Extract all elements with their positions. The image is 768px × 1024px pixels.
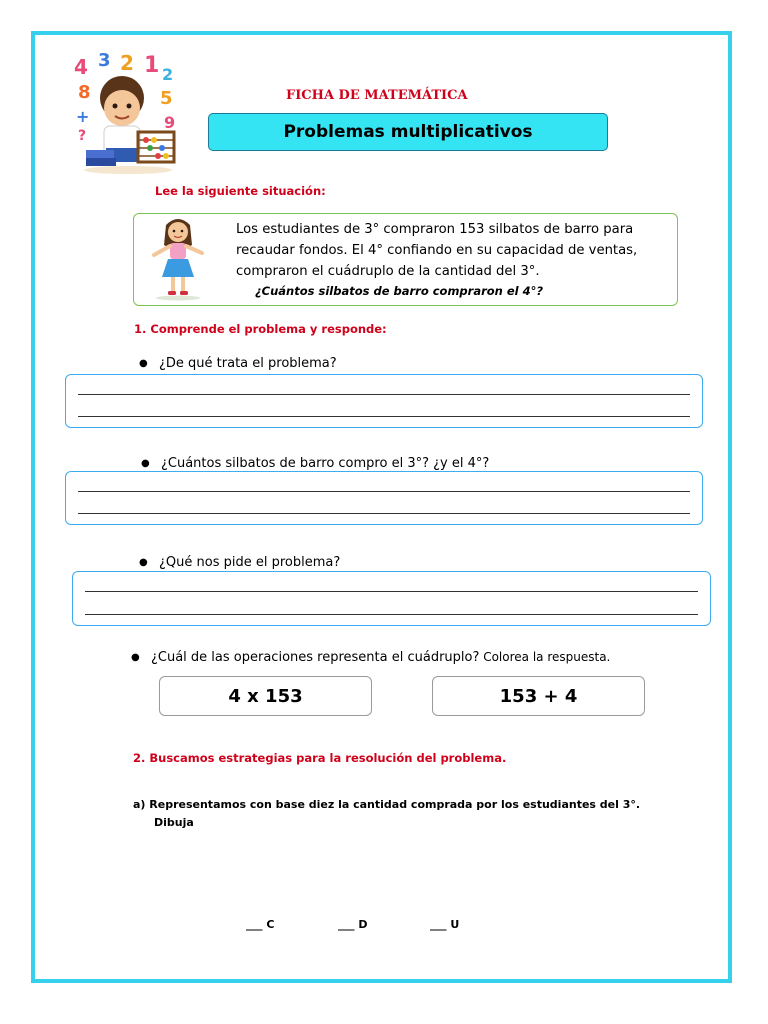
question-4-text: ¿Cuál de las operaciones representa el cuádruplo? — [151, 650, 480, 665]
answer-box-3[interactable] — [72, 571, 711, 626]
svg-text:9: 9 — [164, 113, 176, 132]
svg-text:1: 1 — [144, 53, 160, 78]
situation-text — [236, 219, 666, 282]
svg-text:5: 5 — [160, 88, 173, 109]
boy-with-numbers-illustration — [72, 52, 190, 176]
answer-box-2[interactable] — [65, 471, 703, 525]
question-2 — [141, 456, 489, 471]
answer-line[interactable] — [85, 591, 698, 592]
svg-text:8: 8 — [78, 82, 91, 103]
option-multiplication-button[interactable]: 4 x 153 — [159, 676, 372, 716]
option-addition-button[interactable]: 153 + 4 — [432, 676, 645, 716]
bullet-icon: ● — [131, 652, 140, 663]
hundreds-blank[interactable]: ___ C — [246, 918, 275, 931]
girl-illustration — [146, 215, 210, 301]
question-4 — [131, 650, 610, 665]
svg-text:2: 2 — [162, 65, 174, 84]
answer-line[interactable] — [78, 394, 690, 395]
bullet-icon: ● — [139, 557, 148, 568]
question-1-text: ¿De qué trata el problema? — [159, 356, 337, 371]
units-blank[interactable]: ___ U — [430, 918, 460, 931]
svg-text:+: + — [76, 107, 90, 126]
answer-line[interactable] — [78, 513, 690, 514]
question-3 — [139, 555, 340, 570]
question-2-text: ¿Cuántos silbatos de barro compro el 3°? ¿y el 4°? — [161, 456, 490, 471]
situation-line: Los estudiantes de 3° compraron 153 silbatos de barro para — [236, 222, 634, 237]
section-2-title: 2. Buscamos estrategias para la resolución del problema. — [133, 751, 507, 765]
tens-blank[interactable]: ___ D — [338, 918, 368, 931]
answer-box-1[interactable] — [65, 374, 703, 428]
question-4-hint: Colorea la respuesta. — [479, 650, 611, 664]
bullet-icon: ● — [141, 458, 150, 469]
bullet-icon: ● — [139, 358, 148, 369]
answer-line[interactable] — [78, 491, 690, 492]
answer-line[interactable] — [85, 614, 698, 615]
sheet-title: FICHA DE MATEMÁTICA — [286, 88, 468, 103]
situation-question: ¿Cuántos silbatos de barro compraron el 4°? — [255, 284, 544, 298]
answer-line[interactable] — [78, 416, 690, 417]
topic-banner: Problemas multiplicativos — [208, 113, 608, 151]
situation-line: recaudar fondos. El 4° confiando en su capacidad de ventas, — [236, 243, 638, 258]
svg-text:3: 3 — [98, 52, 111, 71]
section-1-title: 1. Comprende el problema y responde: — [134, 322, 387, 336]
situation-line: compraron el cuádruplo de la cantidad del 3°. — [236, 264, 540, 279]
svg-text:?: ? — [78, 128, 87, 144]
svg-text:2: 2 — [120, 52, 134, 75]
question-1 — [139, 356, 337, 371]
question-3-text: ¿Qué nos pide el problema? — [159, 555, 341, 570]
item-a-line: a) Representamos con base diez la cantidad comprada por los estudiantes del 3°. — [133, 798, 641, 811]
svg-text:4: 4 — [74, 55, 88, 79]
item-a — [133, 796, 693, 832]
read-instruction: Lee la siguiente situación: — [155, 184, 326, 198]
item-a-draw-label: Dibuja — [154, 816, 194, 829]
